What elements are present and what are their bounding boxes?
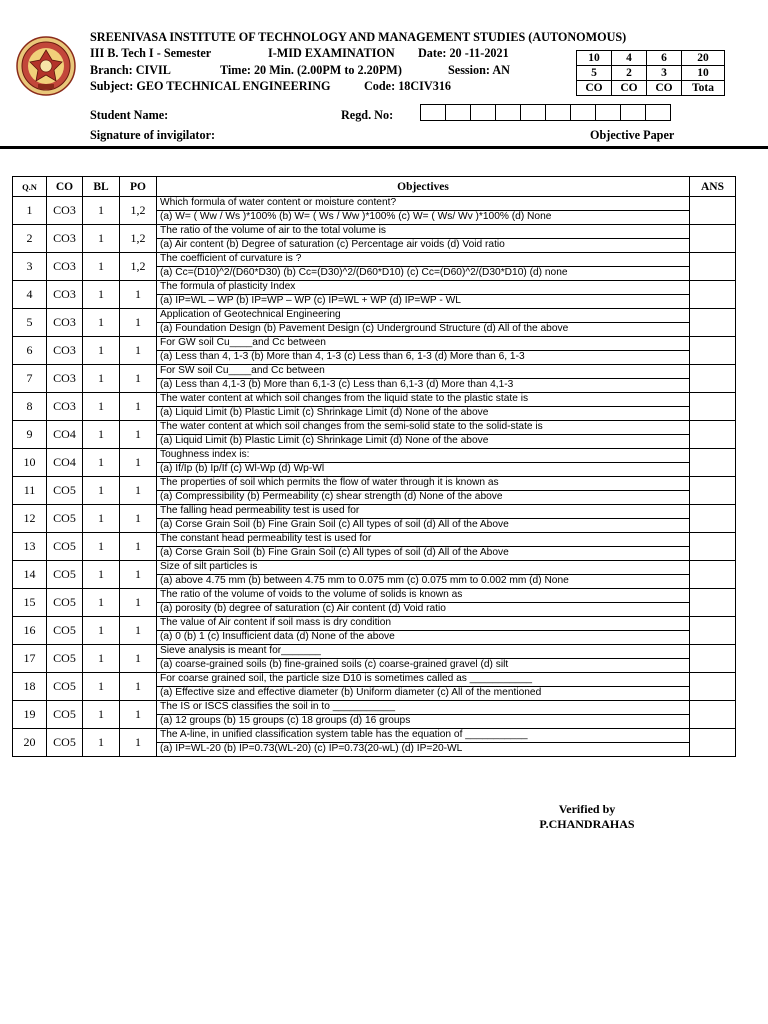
- answer-cell[interactable]: [690, 701, 736, 729]
- question-number: 13: [13, 533, 47, 561]
- question-text: The water content at which soil changes from the liquid state to the plastic state is: [157, 393, 690, 407]
- regd-no-boxes[interactable]: [420, 104, 671, 121]
- co-summary-cell: 2: [612, 66, 647, 81]
- question-options: (a) IP=WL – WP (b) IP=WP – WP (c) IP=WL + WP (d) IP=WP - WL: [157, 295, 690, 309]
- question-bl: 1: [83, 589, 120, 617]
- question-options: (a) porosity (b) degree of saturation (c) Air content (d) Void ratio: [157, 603, 690, 617]
- answer-cell[interactable]: [690, 253, 736, 281]
- question-po: 1,2: [120, 197, 157, 225]
- question-bl: 1: [83, 393, 120, 421]
- answer-cell[interactable]: [690, 589, 736, 617]
- question-po: 1: [120, 365, 157, 393]
- answer-cell[interactable]: [690, 477, 736, 505]
- question-bl: 1: [83, 561, 120, 589]
- question-bl: 1: [83, 477, 120, 505]
- question-bl: 1: [83, 197, 120, 225]
- question-bl: 1: [83, 617, 120, 645]
- question-bl: 1: [83, 505, 120, 533]
- regd-digit-box[interactable]: [571, 105, 596, 121]
- answer-cell[interactable]: [690, 533, 736, 561]
- question-po: 1: [120, 281, 157, 309]
- question-options: (a) 12 groups (b) 15 groups (c) 18 groups (d) 16 groups: [157, 715, 690, 729]
- question-number: 5: [13, 309, 47, 337]
- answer-cell[interactable]: [690, 309, 736, 337]
- question-options: (a) Less than 4, 1-3 (b) More than 4, 1-3 (c) Less than 6, 1-3 (d) More than 6, 1-3: [157, 351, 690, 365]
- column-header-ans: ANS: [690, 177, 736, 197]
- question-row: [13, 617, 736, 631]
- question-options: (a) Foundation Design (b) Pavement Design (c) Underground Structure (d) All of the above: [157, 323, 690, 337]
- header-divider: [0, 146, 768, 149]
- question-options: (a) If/Ip (b) Ip/If (c) Wl-Wp (d) Wp-Wl: [157, 463, 690, 477]
- question-options: (a) Less than 4,1-3 (b) More than 6,1-3 (c) Less than 6,1-3 (d) More than 4,1-3: [157, 379, 690, 393]
- question-options: (a) Effective size and effective diameter (b) Uniform diameter (c) All of the mentioned: [157, 687, 690, 701]
- question-text: The ratio of the volume of voids to the volume of solids is known as: [157, 589, 690, 603]
- exam-label: I-MID EXAMINATION: [268, 46, 395, 60]
- question-row: [13, 533, 736, 547]
- subject-code: Code: 18CIV316: [364, 79, 452, 93]
- question-co: CO4: [47, 449, 83, 477]
- question-number: 15: [13, 589, 47, 617]
- question-text: The falling head permeability test is used for: [157, 505, 690, 519]
- question-text: The IS or ISCS classifies the soil in to ___________: [157, 701, 690, 715]
- regd-digit-box[interactable]: [646, 105, 671, 121]
- question-row: [13, 421, 736, 435]
- question-row: [13, 197, 736, 211]
- answer-cell[interactable]: [690, 617, 736, 645]
- question-text: The formula of plasticity Index: [157, 281, 690, 295]
- question-co: CO3: [47, 197, 83, 225]
- question-row: [13, 365, 736, 379]
- question-bl: 1: [83, 729, 120, 757]
- question-number: 11: [13, 477, 47, 505]
- co-summary-cell: CO: [647, 81, 682, 96]
- co-marks-summary-table: [576, 50, 725, 96]
- regd-digit-box[interactable]: [596, 105, 621, 121]
- exam-time: Time: 20 Min. (2.00PM to 2.20PM): [220, 63, 402, 77]
- institute-seal-logo: [16, 36, 76, 96]
- question-co: CO5: [47, 589, 83, 617]
- question-row: [13, 449, 736, 463]
- question-row: [13, 589, 736, 603]
- question-po: 1: [120, 477, 157, 505]
- question-text: Application of Geotechnical Engineering: [157, 309, 690, 323]
- course-label: III B. Tech I - Semester: [90, 46, 212, 60]
- question-co: CO5: [47, 533, 83, 561]
- co-summary-cell: 6: [647, 51, 682, 66]
- question-bl: 1: [83, 253, 120, 281]
- co-summary-cell: CO: [577, 81, 612, 96]
- question-options: (a) 0 (b) 1 (c) Insufficient data (d) None of the above: [157, 631, 690, 645]
- co-summary-row: [577, 66, 725, 81]
- column-header-bl: BL: [83, 177, 120, 197]
- regd-digit-box[interactable]: [546, 105, 571, 121]
- question-bl: 1: [83, 645, 120, 673]
- question-text: The constant head permeability test is used for: [157, 533, 690, 547]
- question-po: 1: [120, 505, 157, 533]
- question-number: 17: [13, 645, 47, 673]
- verification-block: [530, 802, 644, 832]
- question-text: For GW soil Cu____and Cc between: [157, 337, 690, 351]
- question-po: 1: [120, 337, 157, 365]
- question-bl: 1: [83, 365, 120, 393]
- question-row: [13, 561, 736, 575]
- question-row: [13, 309, 736, 323]
- column-header-objectives: Objectives: [157, 177, 690, 197]
- question-number: 3: [13, 253, 47, 281]
- question-number: 1: [13, 197, 47, 225]
- question-po: 1: [120, 645, 157, 673]
- question-bl: 1: [83, 673, 120, 701]
- question-po: 1: [120, 589, 157, 617]
- objective-questions-table: [12, 176, 736, 757]
- question-row: [13, 225, 736, 239]
- column-header-po: PO: [120, 177, 157, 197]
- answer-cell[interactable]: [690, 505, 736, 533]
- question-co: CO5: [47, 617, 83, 645]
- question-number: 18: [13, 673, 47, 701]
- question-co: CO5: [47, 477, 83, 505]
- question-options: (a) Corse Grain Soil (b) Fine Grain Soil (c) All types of soil (d) All of the Above: [157, 519, 690, 533]
- regd-digit-box[interactable]: [471, 105, 496, 121]
- question-co: CO3: [47, 309, 83, 337]
- question-bl: 1: [83, 337, 120, 365]
- question-co: CO4: [47, 421, 83, 449]
- question-options: (a) Liquid Limit (b) Plastic Limit (c) Shrinkage Limit (d) None of the above: [157, 435, 690, 449]
- question-row: [13, 281, 736, 295]
- question-po: 1: [120, 393, 157, 421]
- regd-digit-box[interactable]: [496, 105, 521, 121]
- question-po: 1: [120, 617, 157, 645]
- question-number: 4: [13, 281, 47, 309]
- question-po: 1: [120, 309, 157, 337]
- answer-cell[interactable]: [690, 393, 736, 421]
- answer-cell[interactable]: [690, 561, 736, 589]
- answer-cell[interactable]: [690, 225, 736, 253]
- question-number: 14: [13, 561, 47, 589]
- co-summary-row: [577, 81, 725, 96]
- question-po: 1: [120, 449, 157, 477]
- question-po: 1: [120, 421, 157, 449]
- question-co: CO3: [47, 337, 83, 365]
- question-number: 12: [13, 505, 47, 533]
- question-po: 1,2: [120, 225, 157, 253]
- co-summary-cell: 20: [682, 51, 725, 66]
- question-number: 6: [13, 337, 47, 365]
- question-co: CO5: [47, 673, 83, 701]
- session-label: Session: AN: [448, 63, 510, 77]
- answer-cell[interactable]: [690, 337, 736, 365]
- co-summary-cell: 10: [682, 66, 725, 81]
- question-row: [13, 477, 736, 491]
- question-bl: 1: [83, 533, 120, 561]
- exam-date: Date: 20 -11-2021: [418, 46, 509, 60]
- question-po: 1: [120, 729, 157, 757]
- question-number: 2: [13, 225, 47, 253]
- regd-digit-box[interactable]: [446, 105, 471, 121]
- question-row: [13, 729, 736, 743]
- question-co: CO5: [47, 505, 83, 533]
- question-text: Toughness index is:: [157, 449, 690, 463]
- co-summary-cell: 3: [647, 66, 682, 81]
- column-header-co: CO: [47, 177, 83, 197]
- co-summary-cell: Tota: [682, 81, 725, 96]
- question-row: [13, 337, 736, 351]
- column-header-qn: Q.N: [13, 177, 47, 197]
- answer-cell[interactable]: [690, 421, 736, 449]
- question-number: 16: [13, 617, 47, 645]
- question-bl: 1: [83, 701, 120, 729]
- question-co: CO5: [47, 729, 83, 757]
- question-co: CO3: [47, 365, 83, 393]
- branch-label: Branch: CIVIL: [90, 63, 171, 77]
- question-text: The value of Air content if soil mass is dry condition: [157, 617, 690, 631]
- question-options: (a) Compressibility (b) Permeability (c) shear strength (d) None of the above: [157, 491, 690, 505]
- question-text: Which formula of water content or moisture content?: [157, 197, 690, 211]
- question-options: (a) Liquid Limit (b) Plastic Limit (c) Shrinkage Limit (d) None of the above: [157, 407, 690, 421]
- question-co: CO3: [47, 253, 83, 281]
- answer-cell[interactable]: [690, 449, 736, 477]
- answer-cell[interactable]: [690, 645, 736, 673]
- question-options: (a) Air content (b) Degree of saturation (c) Percentage air voids (d) Void ratio: [157, 239, 690, 253]
- question-bl: 1: [83, 449, 120, 477]
- question-options: (a) coarse-grained soils (b) fine-grained soils (c) coarse-grained gravel (d) silt: [157, 659, 690, 673]
- question-number: 7: [13, 365, 47, 393]
- question-po: 1: [120, 701, 157, 729]
- question-options: (a) above 4.75 mm (b) between 4.75 mm to 0.075 mm (c) 0.075 mm to 0.002 mm (d) None: [157, 575, 690, 589]
- question-bl: 1: [83, 281, 120, 309]
- regd-digit-box[interactable]: [421, 105, 446, 121]
- question-number: 9: [13, 421, 47, 449]
- invigilator-signature-label: Signature of invigilator:: [90, 128, 216, 142]
- question-text: For SW soil Cu____and Cc between: [157, 365, 690, 379]
- answer-cell[interactable]: [690, 729, 736, 757]
- question-number: 19: [13, 701, 47, 729]
- question-po: 1: [120, 561, 157, 589]
- question-text: The coefficient of curvature is ?: [157, 253, 690, 267]
- question-co: CO5: [47, 645, 83, 673]
- co-summary-row: [577, 51, 725, 66]
- question-row: [13, 701, 736, 715]
- question-row: [13, 505, 736, 519]
- co-summary-cell: 4: [612, 51, 647, 66]
- regd-digit-box[interactable]: [521, 105, 546, 121]
- question-bl: 1: [83, 225, 120, 253]
- question-text: The water content at which soil changes from the semi-solid state to the solid-state is: [157, 421, 690, 435]
- question-text: The ratio of the volume of air to the total volume is: [157, 225, 690, 239]
- answer-cell[interactable]: [690, 365, 736, 393]
- question-bl: 1: [83, 309, 120, 337]
- question-number: 10: [13, 449, 47, 477]
- question-options: (a) Cc=(D10)^2/(D60*D30) (b) Cc=(D30)^2/(D60*D10) (c) Cc=(D60)^2/(D30*D10) (d) none: [157, 267, 690, 281]
- co-summary-cell: 10: [577, 51, 612, 66]
- question-text: The properties of soil which permits the flow of water through it is known as: [157, 477, 690, 491]
- question-po: 1,2: [120, 253, 157, 281]
- question-po: 1: [120, 533, 157, 561]
- question-po: 1: [120, 673, 157, 701]
- subject-label: Subject: GEO TECHNICAL ENGINEERING: [90, 79, 331, 93]
- question-co: CO5: [47, 561, 83, 589]
- answer-cell[interactable]: [690, 197, 736, 225]
- regd-no-label: Regd. No:: [341, 108, 394, 122]
- co-summary-cell: CO: [612, 81, 647, 96]
- question-text: For coarse grained soil, the particle size D10 is sometimes called as ___________: [157, 673, 690, 687]
- question-text: Sieve analysis is meant for_______: [157, 645, 690, 659]
- verified-by-label: Verified by: [558, 802, 616, 816]
- student-name-label: Student Name:: [90, 108, 169, 122]
- question-co: CO3: [47, 281, 83, 309]
- co-summary-cell: 5: [577, 66, 612, 81]
- regd-digit-box[interactable]: [621, 105, 646, 121]
- question-co: CO3: [47, 393, 83, 421]
- institute-name: SREENIVASA INSTITUTE OF TECHNOLOGY AND MANAGEMENT STUDIES (AUTONOMOUS): [90, 30, 627, 44]
- question-co: CO3: [47, 225, 83, 253]
- question-co: CO5: [47, 701, 83, 729]
- table-header-row: [13, 177, 736, 197]
- question-options: (a) Corse Grain Soil (b) Fine Grain Soil (c) All types of soil (d) All of the Above: [157, 547, 690, 561]
- question-row: [13, 645, 736, 659]
- question-options: (a) IP=WL-20 (b) IP=0.73(WL-20) (c) IP=0.73(20-wL) (d) IP=20-WL: [157, 743, 690, 757]
- answer-cell[interactable]: [690, 673, 736, 701]
- objective-paper-label: Objective Paper: [590, 128, 675, 142]
- question-bl: 1: [83, 421, 120, 449]
- question-options: (a) W= ( Ww / Ws )*100% (b) W= ( Ws / Ww )*100% (c) W= ( Ws/ Wv )*100% (d) None: [157, 211, 690, 225]
- question-number: 20: [13, 729, 47, 757]
- question-row: [13, 393, 736, 407]
- verifier-name: P.CHANDRAHAS: [539, 817, 635, 831]
- question-text: Size of silt particles is: [157, 561, 690, 575]
- question-row: [13, 253, 736, 267]
- question-row: [13, 673, 736, 687]
- answer-cell[interactable]: [690, 281, 736, 309]
- question-number: 8: [13, 393, 47, 421]
- question-text: The A-line, in unified classification system table has the equation of ___________: [157, 729, 690, 743]
